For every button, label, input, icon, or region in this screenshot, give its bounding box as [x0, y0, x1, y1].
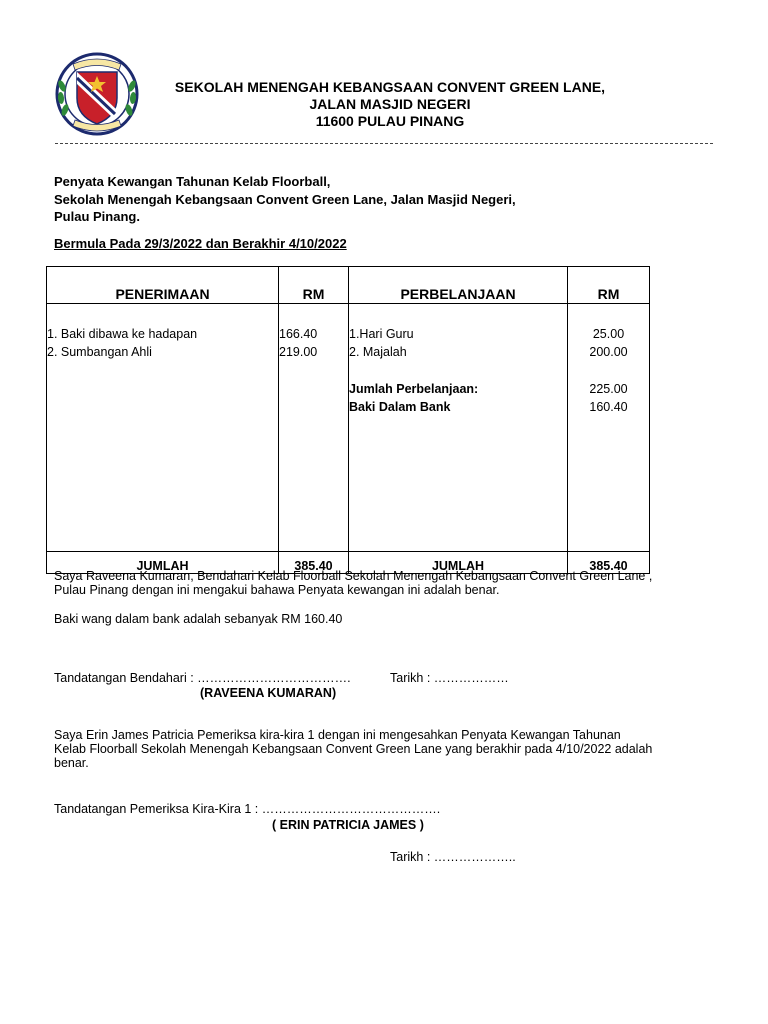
- receipt-amount: 219.00: [279, 345, 318, 359]
- auditor-declaration: Saya Erin James Patricia Pemeriksa kira-kira 1 dengan ini mengesahkan Penyata Kewangan Tahunan Kelab Floorball Sekolah Menengah Kebangsaan Convent Green Lane yang berakhir pada 4/10/2022 adalah benar.: [54, 728, 653, 770]
- school-address-line1: JALAN MASJID NEGERI: [309, 96, 471, 112]
- header-rm-expenses: RM: [568, 267, 650, 304]
- header-divider: [55, 143, 713, 144]
- header-expenses: PERBELANJAAN: [349, 267, 568, 304]
- receipt-item: 2. Sumbangan Ahli: [47, 345, 152, 359]
- table-header-row: [47, 267, 650, 304]
- school-name: SEKOLAH MENENGAH KEBANGSAAN CONVENT GREEN LANE,: [174, 79, 606, 95]
- total-label-expenses: JUMLAH: [349, 552, 568, 574]
- expense-item: 1.Hari Guru: [349, 327, 414, 341]
- header-receipts: PENERIMAAN: [47, 267, 279, 304]
- receipt-item: 1. Baki dibawa ke hadapan: [47, 327, 198, 341]
- expense-amount: 200.00: [589, 345, 628, 359]
- school-crest-logo: [53, 48, 141, 140]
- receipts-amount-column: [279, 304, 349, 552]
- expense-amount: 25.00: [592, 327, 625, 341]
- treasurer-date-line: Tarikh : ………………: [390, 671, 509, 685]
- title-line2: Sekolah Menengah Kebangsaan Convent Green Lane, Jalan Masjid Negeri,: [54, 191, 516, 207]
- title-line1: Penyata Kewangan Tahunan Kelab Floorball,: [54, 174, 331, 189]
- bank-balance-amount: 160.40: [589, 400, 628, 414]
- expenses-amount-column: [568, 304, 650, 552]
- auditor-date-line: Tarikh : ………………..: [390, 850, 516, 864]
- header-rm-receipts: RM: [279, 267, 349, 304]
- receipt-amount: 166.40: [279, 327, 318, 341]
- school-address-line2: 11600 PULAU PINANG: [315, 113, 465, 129]
- treasurer-declaration: Saya Raveena Kumaran, Bendahari Kelab Floorball Sekolah Menengah Kebangsaan Convent Green Lane , Pulau Pinang dengan ini mengakui bahawa Penyata kewangan ini adalah benar.: [54, 569, 653, 597]
- total-expenses-amount: 385.40: [568, 552, 650, 574]
- expense-total-amount: 225.00: [589, 382, 628, 396]
- auditor-name: ( ERIN PATRICIA JAMES ): [272, 818, 424, 832]
- total-receipts-amount: 385.40: [279, 552, 349, 574]
- treasurer-signature-line: Tandatangan Bendahari : ……………………………….: [54, 671, 351, 685]
- total-label-receipts: JUMLAH: [47, 552, 279, 574]
- financial-statement-table: [46, 266, 650, 574]
- expense-total-label: Jumlah Perbelanjaan:: [349, 382, 479, 396]
- title-line3: Pulau Pinang.: [54, 209, 140, 224]
- expense-item: 2. Majalah: [349, 345, 407, 359]
- expenses-column: [349, 304, 568, 552]
- auditor-signature-line: Tandatangan Pemeriksa Kira-Kira 1 : …………………………………….: [54, 802, 441, 816]
- receipts-column: [47, 304, 279, 552]
- bank-balance-label: Baki Dalam Bank: [349, 400, 451, 414]
- table-body-row: [47, 304, 650, 552]
- school-header: [140, 79, 640, 130]
- statement-title: [54, 173, 516, 226]
- statement-period: Bermula Pada 29/3/2022 dan Berakhir 4/10/2022: [54, 236, 347, 251]
- treasurer-name: (RAVEENA KUMARAN): [200, 686, 337, 700]
- bank-balance-note: Baki wang dalam bank adalah sebanyak RM 160.40: [54, 612, 343, 626]
